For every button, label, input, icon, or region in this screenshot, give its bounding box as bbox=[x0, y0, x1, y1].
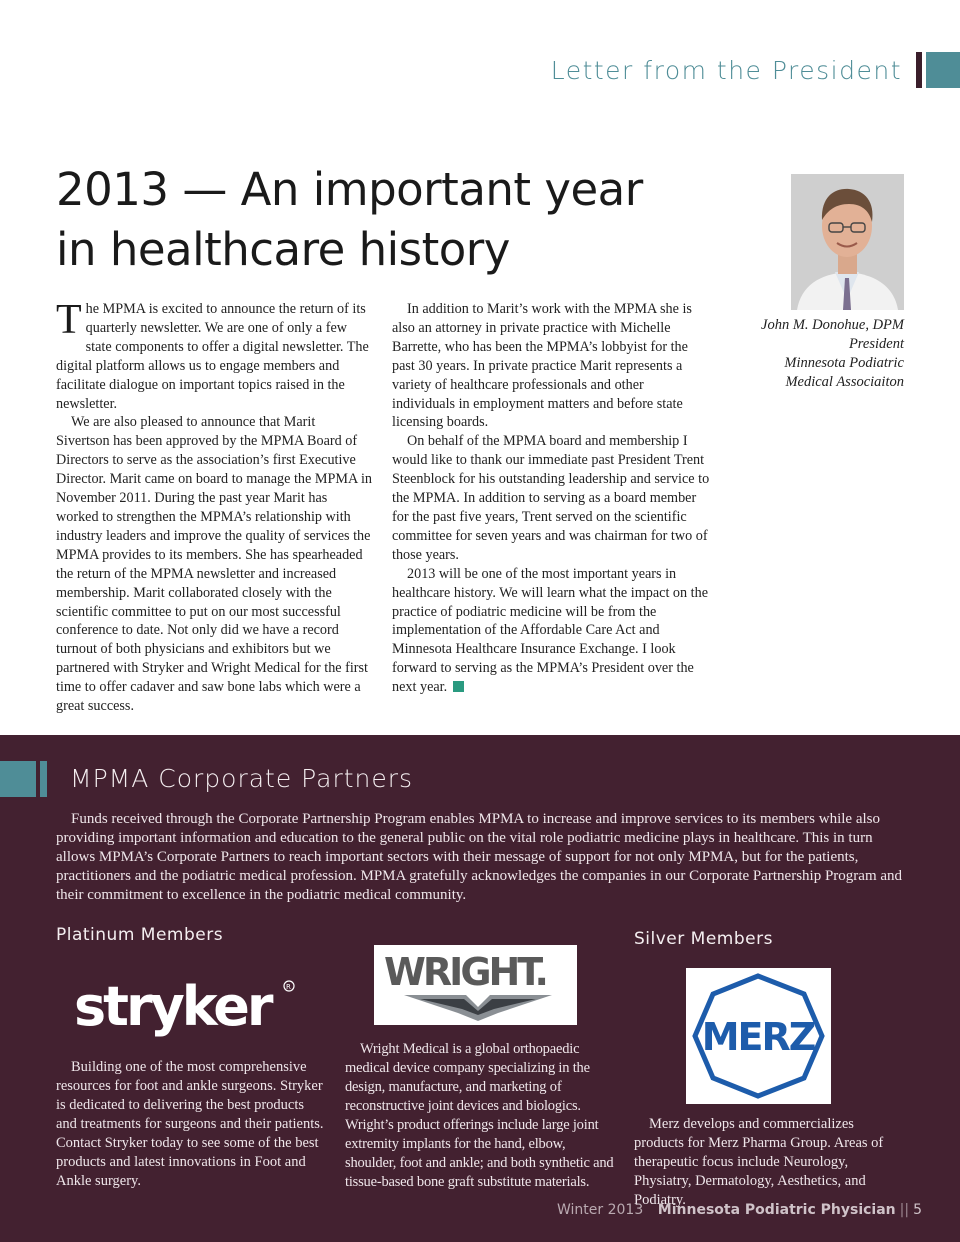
section-title: Letter from the President bbox=[550, 55, 902, 85]
end-mark-icon bbox=[453, 681, 464, 692]
article-headline: 2013 — An important year in healthcare history bbox=[56, 163, 643, 276]
footer-season: Winter 2013 bbox=[557, 1202, 644, 1218]
article-paragraph: On behalf of the MPMA board and membership I would like to thank our immediate past President Trent Steenblock for his outstanding leadership and service to the MPMA. In addition to serving as a board member for the past five years, Trent served on the scientific committee for seven years and was chairman for two of those years. bbox=[392, 433, 710, 563]
merz-logo-text: MERZ bbox=[701, 1015, 815, 1059]
platinum-heading: Platinum Members bbox=[56, 925, 224, 945]
portrait-illustration bbox=[791, 174, 904, 310]
stryker-description: Building one of the most comprehensive resources for foot and ankle surgeons. Stryker is dedicated to delivering the best products and treatments for surgeons and their patients. Contact Stryker today to see some of the best products and latest innovations in Foot and Ankle surgery. bbox=[56, 1059, 324, 1189]
header-bar-dark bbox=[916, 52, 922, 88]
caption-name: John M. Donohue, DPM bbox=[761, 317, 904, 333]
paragraph-text: he MPMA is excited to announce the return of its quarterly newsletter. We are one of only a few state components to offer a digital newsletter. The digital platform allows us to engage members and facilitate dialogue on important topics raised in the newsletter. bbox=[56, 301, 369, 412]
partners-title: MPMA Corporate Partners bbox=[70, 764, 414, 793]
wright-logo-graphic bbox=[374, 945, 577, 1025]
page-number: 5 bbox=[913, 1202, 922, 1218]
stryker-logo bbox=[74, 977, 304, 1037]
article-paragraph: In addition to Marit’s work with the MPMA she is also an attorney in private practice with Michelle Barrette, who has been the MPMA’s lobbyist for the past 30 years. In private practice Marit represents a variety of healthcare professionals and other individuals in employment matters and before state licensing boards. bbox=[392, 301, 692, 431]
merz-logo-graphic bbox=[686, 968, 831, 1104]
merz-logo bbox=[686, 968, 831, 1104]
footer-separator: || bbox=[899, 1202, 910, 1218]
wright-description: Wright Medical is a global orthopaedic medical device company specializing in the design, manufacture, and marketing of reconstructive joint devices and biologics. Wright’s product offerings include large joint extremity implants for the hand, elbow, shoulder, foot and ankle; and both synthetic and tissue-based bone graft substitute materials. bbox=[345, 1041, 614, 1190]
caption-org: Medical Associaiton bbox=[785, 374, 904, 390]
article-column-1 bbox=[56, 297, 372, 716]
partners-bar-teal bbox=[0, 761, 36, 797]
footer-magazine-title: Minnesota Podiatric Physician bbox=[657, 1202, 896, 1218]
wright-logo-text: WRIGHT. bbox=[384, 950, 546, 994]
paragraph-text: 2013 will be one of the most important years in healthcare history. We will learn what the impact on the practice of podiatric medicine will be from the implementation of the Affordable Care Act and Minnesota Healthcare Insurance Exchange. I look forward to serving as the MPMA’s President over the next year. bbox=[392, 565, 708, 696]
article-paragraph bbox=[392, 565, 710, 697]
president-portrait bbox=[791, 174, 904, 310]
svg-text:R: R bbox=[286, 983, 291, 991]
partners-intro: Funds received through the Corporate Partnership Program enables MPMA to increase and improve services to its members while also providing important information and education to the general public on the vital role podiatric medicine plays in healthcare. This in turn allows MPMA’s Corporate Partners to reach important sectors with their message of support for not only MPMA, but for the patients, practitioners and the podiatric medical profession. MPMA gratefully acknowledges the companies in our Corporate Partnership Program and their commitment to excellence in the podiatric medical community. bbox=[56, 811, 903, 903]
wright-logo bbox=[374, 945, 577, 1025]
header-bar-teal bbox=[926, 52, 960, 88]
drop-cap: T bbox=[56, 297, 82, 343]
article-paragraph: We are also pleased to announce that Marit Sivertson has been approved by the MPMA Board of Directors to serve as the association’s first Executive Director. Marit came on board to manage the MPMA in November 2011. During the past year Marit has worked to strengthen the MPMA’s relationship with industry leaders and improve the quality of services the MPMA provides to its members. She has spearheaded the return of the MPMA newsletter and increased membership. Marit collaborated closely with the scientific committee to put on our most successful conference to date. Not only did we have a record turnout of both physicians and exhibitors but we partnered with Stryker and Wright Medical for the first time to offer cadaver and saw bone labs which were a great success. bbox=[56, 414, 372, 715]
corporate-partners-panel bbox=[0, 735, 960, 1242]
caption-org: Minnesota Podiatric bbox=[784, 355, 904, 371]
caption-role: President bbox=[848, 336, 904, 352]
footer-publication bbox=[658, 1202, 922, 1218]
partners-bar-line bbox=[40, 761, 47, 797]
article-column-2 bbox=[392, 300, 710, 697]
silver-heading: Silver Members bbox=[634, 929, 773, 949]
stryker-logo-text: stryker bbox=[74, 977, 271, 1037]
article-paragraph bbox=[56, 297, 372, 413]
section-header bbox=[551, 52, 960, 88]
portrait-caption bbox=[714, 316, 904, 392]
merz-description: Merz develops and commercializes products for Merz Pharma Group. Areas of therapeutic focus include Neurology, Physiatry, Dermatology, Aesthetics, and Podiatry. bbox=[634, 1116, 884, 1208]
